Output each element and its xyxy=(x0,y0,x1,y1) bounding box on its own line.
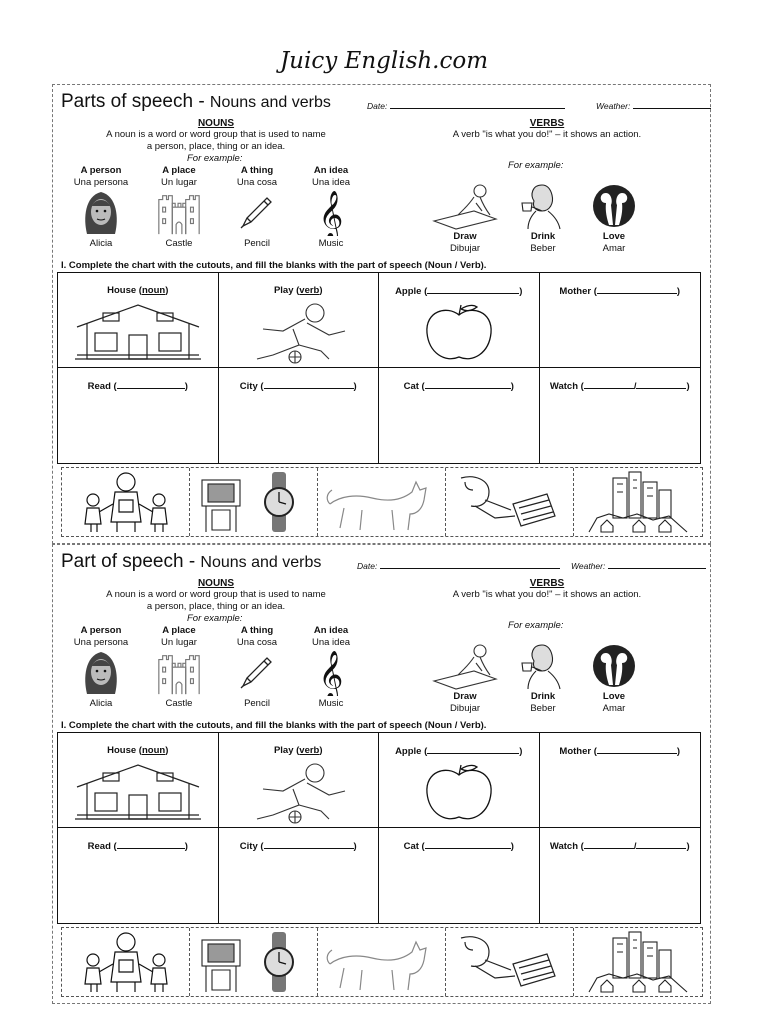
castle-icon xyxy=(155,648,203,696)
noun-example-heading: A thing xyxy=(240,165,274,176)
apple-icon xyxy=(419,761,499,825)
chart-cell-play[interactable] xyxy=(219,733,380,828)
verb-example-heading: Draw xyxy=(453,231,477,242)
verb-example-spanish: Amar xyxy=(602,242,626,254)
chart-cell-read[interactable] xyxy=(58,828,219,923)
cell-word: Play xyxy=(273,285,294,296)
cell-label: Play (verb) xyxy=(273,745,323,756)
cell-word: Cat xyxy=(403,841,419,852)
cat-icon xyxy=(322,470,442,534)
noun-example-thing xyxy=(217,625,297,710)
house-icon xyxy=(73,301,203,361)
cell-word: Play xyxy=(273,745,294,756)
verbs-heading: VERBS xyxy=(529,118,565,129)
noun-example-person xyxy=(61,625,141,710)
noun-example-heading: A place xyxy=(162,165,196,176)
verb-example-drink xyxy=(503,641,583,714)
weather-field[interactable] xyxy=(596,101,711,111)
subtitle-text: Nouns and verbs xyxy=(209,94,331,111)
verb-example-heading: Love xyxy=(602,691,626,702)
verb-example-love xyxy=(574,181,654,254)
cell-word: Mother xyxy=(559,286,592,297)
tv-watch-icon xyxy=(196,470,312,534)
verbs-example-label: For example: xyxy=(508,620,564,631)
treble-clef-icon xyxy=(316,648,346,696)
noun-example-caption: Pencil xyxy=(244,238,270,249)
noun-example-heading: An idea xyxy=(313,625,349,636)
noun-example-caption: Pencil xyxy=(244,698,270,709)
cell-label: Play (verb) xyxy=(273,285,323,296)
chart-cell-cat[interactable] xyxy=(379,368,540,463)
chart-cell-apple[interactable] xyxy=(379,273,540,368)
cell-label: House (noun) xyxy=(107,745,169,756)
cell-label: Apple ( ) xyxy=(395,286,523,297)
reading-person-icon xyxy=(455,930,565,994)
couple-heart-icon xyxy=(591,183,637,229)
verbs-description: A verb "is what you do!" – it shows an action. xyxy=(452,589,642,600)
noun-example-heading: A thing xyxy=(240,625,274,636)
mother-children-icon xyxy=(71,930,181,994)
noun-example-caption: Music xyxy=(318,698,344,709)
chart-cell-play[interactable] xyxy=(219,273,380,368)
cell-label: Cat ( ) xyxy=(403,381,514,392)
noun-example-person xyxy=(61,165,141,250)
cell-word: Read xyxy=(87,841,111,852)
cutout-tv-watch[interactable] xyxy=(190,928,318,996)
noun-example-idea xyxy=(291,165,371,250)
noun-example-caption: Alicia xyxy=(89,238,113,249)
noun-example-caption: Castle xyxy=(165,238,193,249)
cutouts-strip xyxy=(61,927,703,997)
playing-child-icon xyxy=(233,301,363,365)
cell-answer: noun xyxy=(141,285,166,296)
date-label: Date: xyxy=(357,561,378,571)
nouns-example-label: For example: xyxy=(187,613,243,624)
noun-example-place xyxy=(139,625,219,710)
worksheet-2 xyxy=(52,544,711,1004)
noun-example-caption: Castle xyxy=(165,698,193,709)
cell-label: Apple ( ) xyxy=(395,746,523,757)
date-field[interactable] xyxy=(367,101,565,111)
city-icon xyxy=(583,930,693,994)
title-text: Part of speech xyxy=(61,551,184,572)
playing-child-icon xyxy=(233,761,363,825)
noun-example-heading: A person xyxy=(80,165,122,176)
cutout-read[interactable] xyxy=(446,928,574,996)
drawing-person-icon xyxy=(430,641,500,691)
chart-cell-watch[interactable] xyxy=(540,368,701,463)
noun-example-caption: Music xyxy=(318,238,344,249)
cell-word: Mother xyxy=(559,746,592,757)
cell-label: Read ( ) xyxy=(87,841,188,852)
noun-example-spanish: Una cosa xyxy=(236,176,278,188)
drawing-person-icon xyxy=(430,181,500,231)
cell-label: City ( ) xyxy=(239,841,357,852)
cutout-cat[interactable] xyxy=(318,468,446,536)
date-field[interactable] xyxy=(357,561,560,571)
noun-example-spanish: Una cosa xyxy=(236,636,278,648)
verb-example-spanish: Beber xyxy=(530,242,556,254)
tv-watch-icon xyxy=(196,930,312,994)
cell-word: Read xyxy=(87,381,111,392)
chart-cell-house[interactable] xyxy=(58,733,219,828)
verb-example-spanish: Beber xyxy=(530,702,556,714)
chart-cell-mother[interactable] xyxy=(540,273,701,368)
cell-label: City ( ) xyxy=(239,381,357,392)
cell-word: Watch xyxy=(549,381,579,392)
noun-example-caption: Alicia xyxy=(89,698,113,709)
noun-example-spanish: Un lugar xyxy=(161,176,197,188)
girl-face-icon xyxy=(81,188,121,236)
noun-example-heading: A place xyxy=(162,625,196,636)
worksheet-title: Parts of speech - Nouns and verbs xyxy=(61,91,331,112)
chart-grid xyxy=(57,732,701,924)
cutout-city[interactable] xyxy=(574,928,702,996)
chart-cell-mother[interactable] xyxy=(540,733,701,828)
verb-example-spanish: Amar xyxy=(602,702,626,714)
nouns-desc-line-1: A noun is a word or word group that is used to name xyxy=(106,589,326,600)
verbs-description: A verb "is what you do!" – it shows an action. xyxy=(452,129,642,140)
treble-clef-icon xyxy=(316,188,346,236)
cutout-read[interactable] xyxy=(446,468,574,536)
chart-cell-house[interactable] xyxy=(58,273,219,368)
verb-example-love xyxy=(574,641,654,714)
verb-example-draw xyxy=(425,641,505,714)
date-label: Date: xyxy=(367,101,388,111)
cell-word: City xyxy=(239,841,258,852)
cell-label: Mother ( ) xyxy=(559,286,681,297)
noun-example-place xyxy=(139,165,219,250)
cell-word: Watch xyxy=(549,841,579,852)
mother-children-icon xyxy=(71,470,181,534)
noun-example-thing xyxy=(217,165,297,250)
nouns-description xyxy=(53,129,379,153)
verb-example-heading: Love xyxy=(602,231,626,242)
cell-answer: verb xyxy=(299,745,320,756)
pencil-icon xyxy=(237,192,277,232)
noun-example-idea xyxy=(291,625,371,710)
cell-word: Apple xyxy=(395,286,422,297)
verb-example-heading: Drink xyxy=(530,691,556,702)
cell-answer: noun xyxy=(141,745,166,756)
noun-example-spanish: Una persona xyxy=(73,636,129,648)
cell-word: House xyxy=(107,745,137,756)
cell-word: Apple xyxy=(395,746,422,757)
title-text: Parts of speech xyxy=(61,91,194,112)
verb-example-draw xyxy=(425,181,505,254)
weather-field[interactable] xyxy=(571,561,706,571)
nouns-heading: NOUNS xyxy=(197,578,235,589)
site-title: Juicy English.com xyxy=(279,48,489,74)
cat-icon xyxy=(322,930,442,994)
cell-word: City xyxy=(239,381,258,392)
cell-label: Mother ( ) xyxy=(559,746,681,757)
cutout-mother[interactable] xyxy=(62,468,190,536)
noun-example-spanish: Una idea xyxy=(311,636,351,648)
chart-cell-read[interactable] xyxy=(58,368,219,463)
city-icon xyxy=(583,470,693,534)
verb-example-spanish: Dibujar xyxy=(449,702,481,714)
chart-cell-apple[interactable] xyxy=(379,733,540,828)
noun-example-spanish: Una persona xyxy=(73,176,129,188)
nouns-heading: NOUNS xyxy=(197,118,235,129)
instruction-text: I. Complete the chart with the cutouts, and fill the blanks with the part of speech (Noun / Verb). xyxy=(61,720,487,731)
cutout-mother[interactable] xyxy=(62,928,190,996)
couple-heart-icon xyxy=(591,643,637,689)
noun-example-heading: An idea xyxy=(313,165,349,176)
chart-cell-city[interactable] xyxy=(219,828,380,923)
drinking-woman-icon xyxy=(518,641,568,691)
instruction-text: I. Complete the chart with the cutouts, and fill the blanks with the part of speech (Noun / Verb). xyxy=(61,260,487,271)
cell-answer: verb xyxy=(299,285,320,296)
cell-label: House (noun) xyxy=(107,285,169,296)
chart-grid xyxy=(57,272,701,464)
noun-example-spanish: Una idea xyxy=(311,176,351,188)
verbs-example-label: For example: xyxy=(508,160,564,171)
weather-label: Weather: xyxy=(596,101,631,111)
verbs-heading: VERBS xyxy=(529,578,565,589)
cell-word: Cat xyxy=(403,381,419,392)
cell-label: Read ( ) xyxy=(87,381,188,392)
cell-label: Watch ( / ) xyxy=(549,841,690,852)
nouns-desc-line-2: a person, place, thing or an idea. xyxy=(146,141,286,152)
nouns-example-label: For example: xyxy=(187,153,243,164)
cell-label: Cat ( ) xyxy=(403,841,514,852)
noun-example-heading: A person xyxy=(80,625,122,636)
apple-icon xyxy=(419,301,499,365)
chart-cell-watch[interactable] xyxy=(540,828,701,923)
verb-example-heading: Draw xyxy=(453,691,477,702)
subtitle-text: Nouns and verbs xyxy=(200,554,322,571)
cutouts-strip xyxy=(61,467,703,537)
verb-example-spanish: Dibujar xyxy=(449,242,481,254)
girl-face-icon xyxy=(81,648,121,696)
chart-cell-cat[interactable] xyxy=(379,828,540,923)
chart-cell-city[interactable] xyxy=(219,368,380,463)
worksheet-1 xyxy=(52,84,711,544)
castle-icon xyxy=(155,188,203,236)
house-icon xyxy=(73,761,203,821)
noun-example-spanish: Un lugar xyxy=(161,636,197,648)
nouns-desc-line-1: A noun is a word or word group that is used to name xyxy=(106,129,326,140)
nouns-description xyxy=(53,589,379,613)
weather-label: Weather: xyxy=(571,561,606,571)
pencil-icon xyxy=(237,652,277,692)
verb-example-drink xyxy=(503,181,583,254)
cutout-city[interactable] xyxy=(574,468,702,536)
worksheet-title: Part of speech - Nouns and verbs xyxy=(61,551,322,572)
cutout-tv-watch[interactable] xyxy=(190,468,318,536)
nouns-desc-line-2: a person, place, thing or an idea. xyxy=(146,601,286,612)
cutout-cat[interactable] xyxy=(318,928,446,996)
cell-label: Watch ( / ) xyxy=(549,381,690,392)
cell-word: House xyxy=(107,285,137,296)
drinking-woman-icon xyxy=(518,181,568,231)
verb-example-heading: Drink xyxy=(530,231,556,242)
reading-person-icon xyxy=(455,470,565,534)
